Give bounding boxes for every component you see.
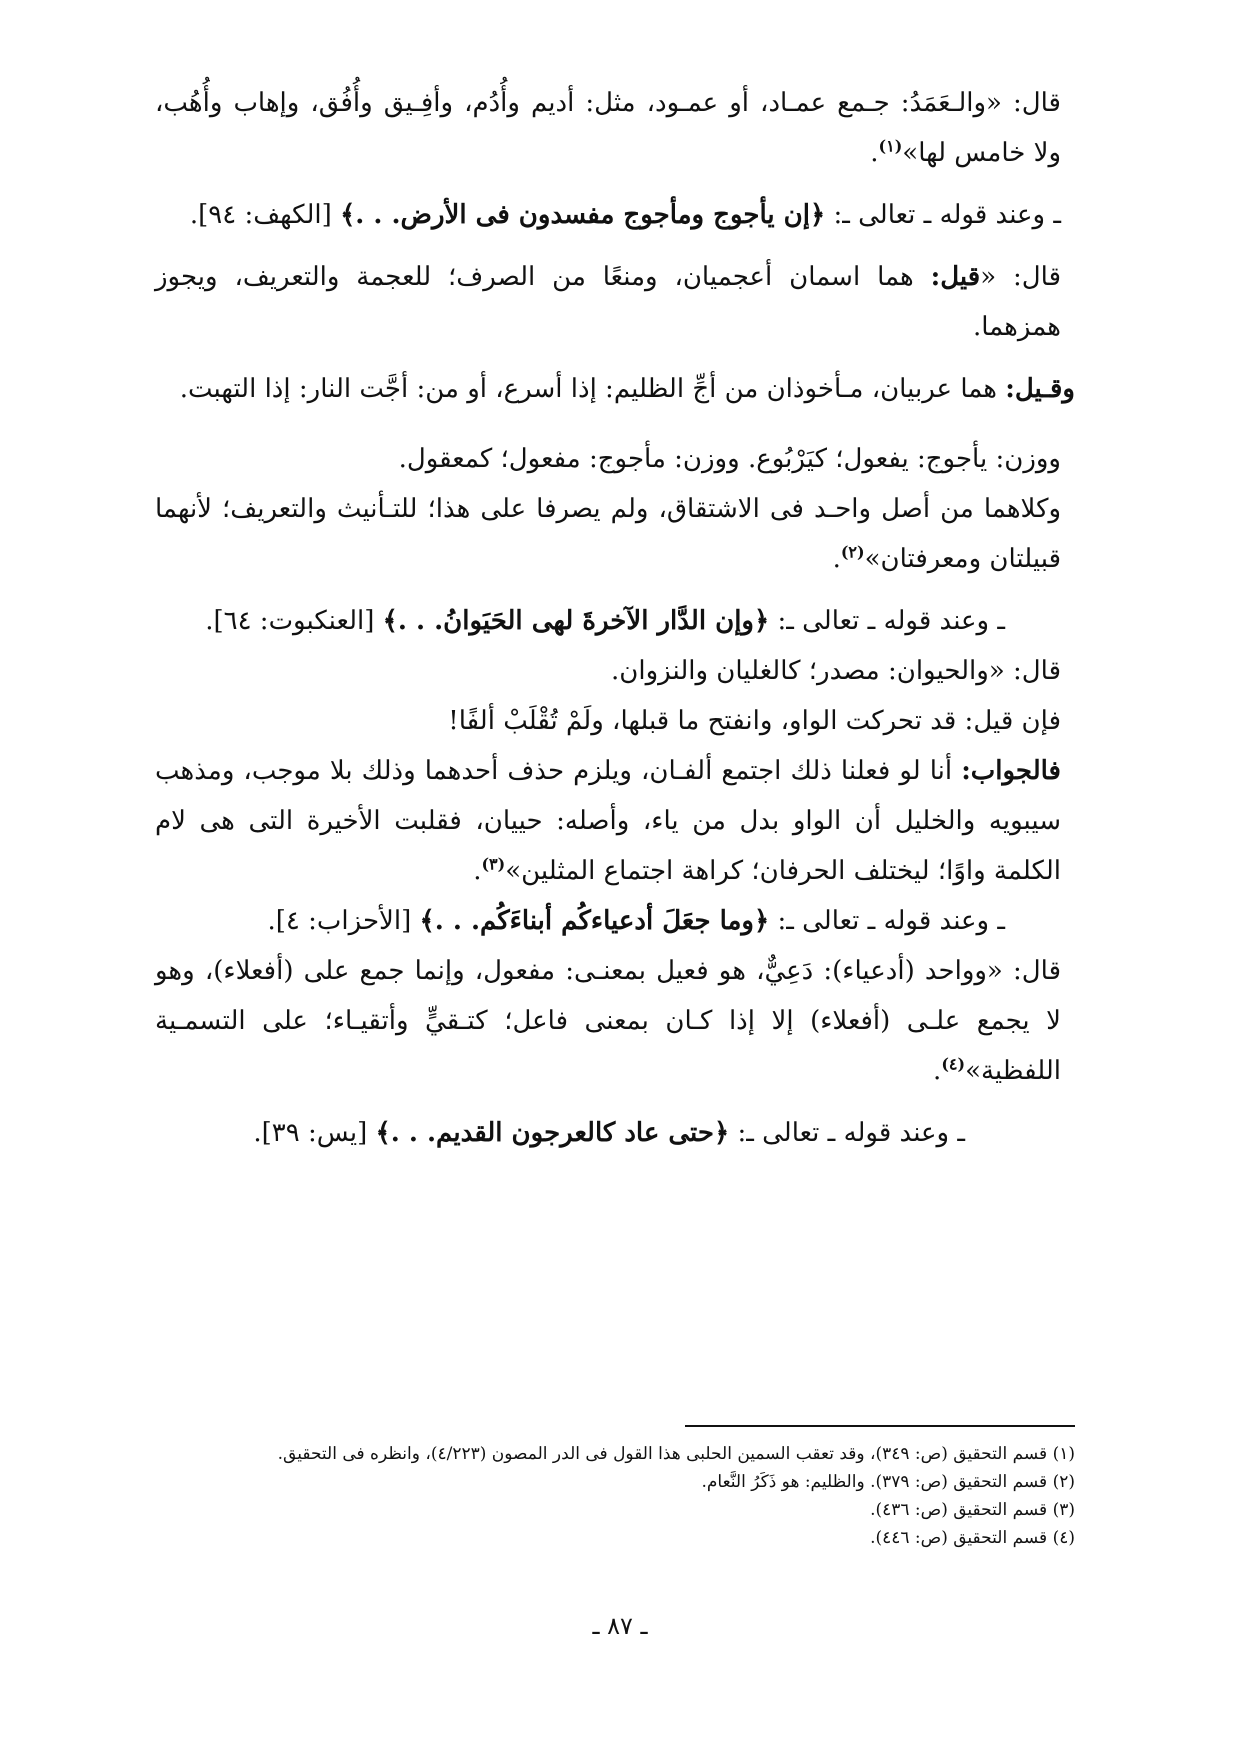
footnote-ref-4[interactable]: (٤) [941, 1054, 966, 1074]
paragraph-1 [155, 78, 1075, 178]
paragraph-8 [155, 646, 1075, 696]
verse-reference-1: [الكهف: ٩٤]. [189, 200, 332, 230]
paragraph-10 [155, 746, 1075, 896]
paragraph-7 [155, 596, 1075, 646]
paragraph-4-keyword: وقـيل: [1005, 374, 1075, 404]
paragraph-13-lead: ـ وعند قوله ـ تعالى ـ: [737, 1118, 965, 1148]
paragraph-3 [155, 252, 1075, 352]
paragraph-3-keyword: قيل: [930, 262, 981, 292]
paragraph-6 [155, 484, 1075, 584]
paragraph-8-text: قال: «والحيوان: مصدر؛ كالغليان والنزوان. [610, 656, 1061, 686]
verse-reference-2: [العنكبوت: ٦٤]. [205, 606, 375, 636]
paragraph-6-text: وكلاهما من أصل واحـد فى الاشتقاق، ولم يصرفا على هذا؛ للتـأنيث والتعريف؛ لأنهما قبيلتان ومعرفتان» [155, 494, 1061, 574]
page-number: ـ ٨٧ ـ [592, 1612, 648, 1640]
paragraph-7-lead: ـ وعند قوله ـ تعالى ـ: [777, 606, 1005, 636]
verse-reference-3: [الأحزاب: ٤]. [267, 906, 412, 936]
paragraph-6-end: . [832, 544, 841, 574]
paragraph-12 [155, 946, 1075, 1096]
paragraph-11-lead: ـ وعند قوله ـ تعالى ـ: [777, 906, 1005, 936]
quran-verse-1: ﴿إن يأجوج ومأجوج مفسدون فى الأرض. . .﴾ [340, 200, 826, 230]
paragraph-2-lead: ـ وعند قوله ـ تعالى ـ: [833, 200, 1061, 230]
paragraph-5-text: ووزن: يأجوج: يفعول؛ كيَرْبُوع. ووزن: مأجوج: مفعول؛ كمعقول. [398, 444, 1061, 474]
paragraph-4-text: هما عربيان، مـأخوذان من أجِّ الظليم: إذا أسرع، أو من: أجَّت النار: إذا التهبت. [179, 374, 997, 404]
paragraph-1-end: . [870, 138, 879, 168]
paragraph-10-end: . [473, 856, 482, 886]
footnote-1: (١) قسم التحقيق (ص: ٣٤٩)، وقد تعقب السمين الحلبى هذا القول فى الدر المصون (٤/٢٢٣)، وانظره فى التحقيق. [277, 1444, 1075, 1464]
paragraph-3-lead: قال: « [980, 262, 1061, 292]
footnote-3: (٣) قسم التحقيق (ص: ٤٣٦). [870, 1500, 1075, 1520]
paragraph-4 [155, 364, 1075, 414]
page-body [155, 78, 1075, 1158]
paragraph-10-keyword: فالجواب: [961, 756, 1061, 786]
footnote-ref-3[interactable]: (٣) [481, 854, 506, 874]
paragraph-11 [155, 896, 1075, 946]
paragraph-10-text: أنا لو فعلنا ذلك اجتمع ألفـان، ويلزم حذف أحدهما وذلك بلا موجب، ومذهب سيبويه والخليل أن الواو بدل من ياء، وأصله: حييان، فقلبت الأخيرة التى هى لام الكلمة واوًا؛ ليختلف الحرفان؛ كراهة اجتماع المثلين» [155, 756, 1061, 886]
quran-verse-4: ﴿حتى عاد كالعرجون القديم. . .﴾ [375, 1118, 730, 1148]
quran-verse-3: ﴿وما جعَلَ أدعياءكُم أبناءَكُم. . .﴾ [419, 906, 770, 936]
paragraph-9 [155, 696, 1075, 746]
footnotes-section [165, 1440, 1075, 1552]
paragraph-13 [155, 1108, 1075, 1158]
paragraph-3-text: هما اسمان أعجميان، ومنعًا من الصرف؛ للعجمة والتعريف، ويجوز همزهما. [155, 262, 1061, 342]
footnote-separator [685, 1425, 1075, 1427]
paragraph-5 [155, 434, 1075, 484]
paragraph-2 [155, 190, 1075, 240]
paragraph-12-text: قال: «وواحد (أدعياء): دَعِيٌّ، هو فعيل بمعنـى: مفعول، وإنما جمع على (أفعلاء)، وهو لا يجمع علـى (أفعلاء) إلا إذا كـان بمعنى فاعل؛ كتـقيٍّ وأتقيـاء؛ على التسمـية اللفظية» [155, 956, 1061, 1086]
footnote-ref-1[interactable]: (١) [878, 136, 903, 156]
paragraph-9-text: فإن قيل: قد تحركت الواو، وانفتح ما قبلها، ولَمْ تُقْلَبْ ألفًا! [448, 706, 1061, 736]
footnote-2: (٢) قسم التحقيق (ص: ٣٧٩). والظليم: هو ذَكَرُ النَّعام. [701, 1472, 1075, 1492]
quran-verse-2: ﴿وإن الدَّار الآخرةَ لهى الحَيَوانُ. . .﴾ [382, 606, 770, 636]
footnote-4: (٤) قسم التحقيق (ص: ٤٤٦). [870, 1528, 1075, 1548]
footnote-ref-2[interactable]: (٢) [840, 542, 865, 562]
verse-reference-4: [يس: ٣٩]. [253, 1118, 368, 1148]
paragraph-1-text: قال: «والـعَمَدُ: جـمع عمـاد، أو عمـود، مثل: أديم وأُدُم، وأفِـيق وأُفُق، وإهاب وأُهُب، ولا خامس لها» [155, 88, 1061, 168]
paragraph-12-end: . [933, 1056, 942, 1086]
